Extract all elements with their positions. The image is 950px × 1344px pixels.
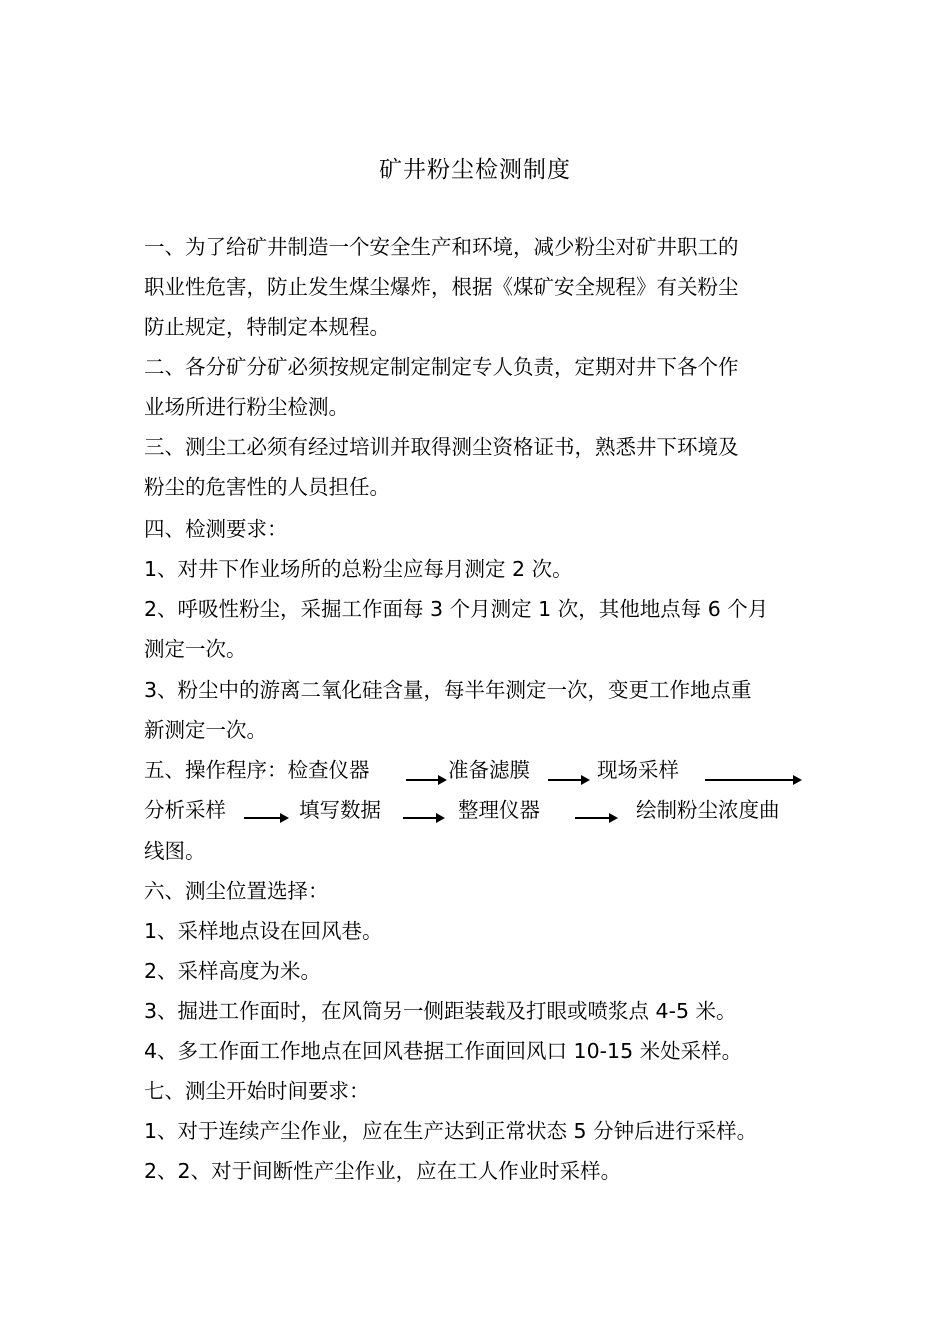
- flow-step-field-sampling: 现场采样: [597, 758, 679, 782]
- section-6-heading: 六、测尘位置选择：: [144, 879, 329, 903]
- flow-arrow-2: [548, 779, 588, 781]
- section-7-item-1: 1、对于连续产尘作业，应在生产达到正常状态 5 分钟后进行采样。: [144, 1119, 758, 1143]
- section-4-item-3-line-1: 3、粉尘中的游离二氧化硅含量，每半年测定一次，变更工作地点重: [144, 678, 752, 702]
- section-4-item-2-line-1: 2、呼吸性粉尘，采掘工作面每 3 个月测定 1 次，其他地点每 6 个月: [144, 597, 769, 621]
- paragraph-1-line-2: 职业性危害，防止发生煤尘爆炸，根据《煤矿安全规程》有关粉尘: [144, 275, 739, 299]
- section-6-item-2: 2、采样高度为米。: [144, 959, 322, 983]
- flow-arrow-4: [244, 817, 287, 819]
- section-7-item-2: 2、2、对于间断性产尘作业，应在工人作业时采样。: [144, 1159, 622, 1183]
- flow-arrow-1: [406, 779, 445, 781]
- section-6-item-3: 3、掘进工作面时，在风筒另一侧距装载及打眼或喷浆点 4-5 米。: [144, 999, 737, 1023]
- flow-arrow-3: [705, 779, 800, 781]
- section-4-item-2-line-2: 测定一次。: [144, 637, 247, 661]
- section-7-heading: 七、测尘开始时间要求：: [144, 1079, 370, 1103]
- section-5-flow-row-1: [144, 755, 824, 785]
- paragraph-3-line-1: 三、测尘工必须有经过培训并取得测尘资格证书，熟悉井下环境及: [144, 435, 739, 459]
- section-5-heading: 五、操作程序：检查仪器: [144, 758, 370, 782]
- paragraph-1-line-3: 防止规定，特制定本规程。: [144, 315, 390, 339]
- paragraph-3-line-2: 粉尘的危害性的人员担任。: [144, 475, 390, 499]
- section-5-flow-row-3: 线图。: [144, 839, 206, 863]
- section-4-item-3-line-2: 新测定一次。: [144, 718, 267, 742]
- paragraph-2-line-1: 二、各分矿分矿必须按规定制定制定专人负责，定期对井下各个作: [144, 355, 739, 379]
- flow-step-fill-data: 填写数据: [299, 798, 381, 822]
- flow-arrow-6: [575, 817, 616, 819]
- section-4-item-1: 1、对井下作业场所的总粉尘应每月测定 2 次。: [144, 557, 573, 581]
- flow-step-organize-instrument: 整理仪器: [458, 798, 540, 822]
- flow-step-draw-curve: 绘制粉尘浓度曲: [636, 798, 780, 822]
- flow-arrow-5: [403, 817, 443, 819]
- section-6-item-4: 4、多工作面工作地点在回风巷据工作面回风口 10-15 米处采样。: [144, 1039, 743, 1063]
- flow-step-prepare-filter: 准备滤膜: [448, 758, 530, 782]
- paragraph-2-line-2: 业场所进行粉尘检测。: [144, 395, 349, 419]
- paragraph-1-line-1: 一、为了给矿井制造一个安全生产和环境，减少粉尘对矿井职工的: [144, 235, 739, 259]
- section-5-flow-row-2: [144, 795, 824, 825]
- document-title: 矿井粉尘检测制度: [379, 157, 571, 183]
- flow-step-analyze-sample: 分析采样: [144, 798, 226, 822]
- section-4-heading: 四、检测要求：: [144, 517, 288, 541]
- section-6-item-1: 1、采样地点设在回风巷。: [144, 919, 383, 943]
